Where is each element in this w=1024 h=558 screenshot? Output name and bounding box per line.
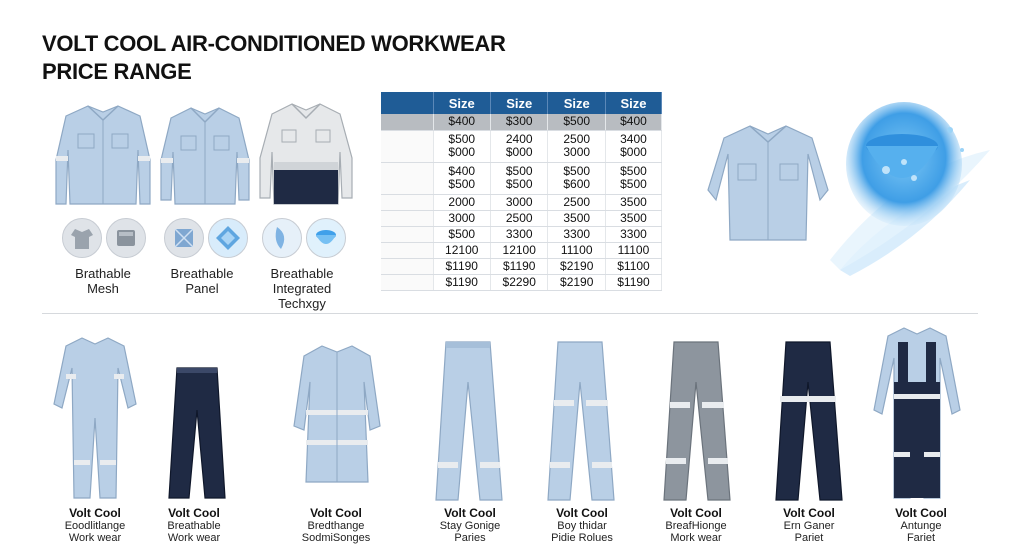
product-label: Volt Cool Antunge Fariet xyxy=(895,506,947,544)
table-row xyxy=(381,242,662,258)
table-cell: 3400 $000 xyxy=(605,130,661,162)
product-coverall-two-tone[interactable] xyxy=(862,322,972,502)
table-cell: 2000 xyxy=(433,194,490,210)
table-cell: $2290 xyxy=(490,274,547,290)
table-cell: 3300 xyxy=(605,226,661,242)
product-trousers-navy[interactable] xyxy=(754,322,864,502)
table-cell: $2190 xyxy=(548,258,605,274)
product-pants-navy[interactable] xyxy=(142,322,252,502)
trousers-illustration xyxy=(526,322,636,502)
table-header: Size xyxy=(605,92,661,114)
table-row-header xyxy=(381,258,433,274)
coat-illustration xyxy=(282,322,392,502)
coverall-illustration xyxy=(40,322,150,502)
product-coverall-light-blue[interactable] xyxy=(40,322,150,502)
table-cell: $400 xyxy=(433,114,490,130)
table-cell: $1100 xyxy=(605,258,661,274)
product-trousers-reflective[interactable] xyxy=(526,322,636,502)
trousers-illustration xyxy=(754,322,864,502)
table-cell: 11100 xyxy=(548,242,605,258)
table-row-header xyxy=(381,226,433,242)
table-row xyxy=(381,226,662,242)
product-shirt-two-tone[interactable] xyxy=(254,100,354,212)
title-line-2: PRICE RANGE xyxy=(42,59,192,84)
title-line-1: VOLT COOL AIR-CONDITIONED WORKWEAR xyxy=(42,31,506,56)
feature-label-mesh: Brathable Mesh xyxy=(75,266,131,296)
table-cell: 3000 xyxy=(490,194,547,210)
table-cell: 3300 xyxy=(490,226,547,242)
table-cell: 3500 xyxy=(548,210,605,226)
table-row-header xyxy=(381,210,433,226)
product-coat-light-blue[interactable] xyxy=(282,322,392,502)
trousers-illustration xyxy=(642,322,752,502)
table-header: Size xyxy=(548,92,605,114)
pants-illustration xyxy=(147,322,247,502)
shirt-illustration xyxy=(48,100,158,212)
table-header: Size xyxy=(490,92,547,114)
table-row xyxy=(381,258,662,274)
shirt-illustration xyxy=(254,100,358,212)
panel-fabric-icon xyxy=(164,218,204,258)
table-row-header xyxy=(381,162,433,194)
feature-label-tech: Breathable Integrated Techxgy xyxy=(270,266,334,311)
table-row-header xyxy=(381,130,433,162)
table-cell: 2500 3000 xyxy=(548,130,605,162)
table-cell: 11100 xyxy=(605,242,661,258)
table-row xyxy=(381,130,662,162)
product-label: Volt Cool Boy thidar Pidie Rolues xyxy=(551,506,613,544)
section-divider xyxy=(42,313,978,314)
table-cell: $400 $500 xyxy=(433,162,490,194)
product-trousers-gray[interactable] xyxy=(642,322,752,502)
table-row-header xyxy=(381,242,433,258)
table-cell: 12100 xyxy=(490,242,547,258)
table-row-header xyxy=(381,114,433,130)
table-header-row xyxy=(381,92,662,114)
trousers-illustration xyxy=(414,322,524,502)
air-crystal-icon xyxy=(208,218,248,258)
table-cell: 3300 xyxy=(548,226,605,242)
table-cell: 3500 xyxy=(605,210,661,226)
feature-icons-tech xyxy=(262,218,346,258)
table-cell: $400 xyxy=(605,114,661,130)
water-cooling-icon xyxy=(306,218,346,258)
table-cell: $1190 xyxy=(490,258,547,274)
product-shirt-reflective[interactable] xyxy=(155,100,255,212)
shirt-illustration xyxy=(155,100,255,212)
table-row xyxy=(381,210,662,226)
table-row xyxy=(381,274,662,290)
table-header-corner xyxy=(381,92,433,114)
pocket-detail-icon xyxy=(106,218,146,258)
cooling-fan-icon xyxy=(262,218,302,258)
table-cell: 3000 xyxy=(433,210,490,226)
feature-icons-panel xyxy=(164,218,248,258)
table-cell: $500 $500 xyxy=(490,162,547,194)
table-cell: $500 xyxy=(433,226,490,242)
table-row-header xyxy=(381,194,433,210)
table-cell: $1190 xyxy=(433,258,490,274)
hero-shirt-splash xyxy=(690,90,990,280)
product-label: Volt Cool Ern Ganer Pariet xyxy=(783,506,835,544)
table-cell: 3500 xyxy=(605,194,661,210)
table-row-header xyxy=(381,274,433,290)
table-cell: 2500 xyxy=(490,210,547,226)
product-label: Volt Cool Breathable Work wear xyxy=(167,506,221,544)
table-row xyxy=(381,194,662,210)
table-cell: $500 $500 xyxy=(605,162,661,194)
table-row xyxy=(381,162,662,194)
table-header: Size xyxy=(433,92,490,114)
feature-icons-mesh xyxy=(62,218,146,258)
table-cell: $300 xyxy=(490,114,547,130)
table-row xyxy=(381,114,662,130)
product-trousers-light-blue[interactable] xyxy=(414,322,524,502)
table-cell: 12100 xyxy=(433,242,490,258)
product-label: Volt Cool BreafHionge Mork wear xyxy=(665,506,727,544)
table-cell: 2500 xyxy=(548,194,605,210)
coverall-illustration xyxy=(862,322,972,502)
feature-label-panel: Breathable Panel xyxy=(170,266,234,296)
hero-illustration xyxy=(690,90,990,280)
product-shirt-light-blue[interactable] xyxy=(48,100,148,212)
product-label: Volt Cool Stay Gonige Paries xyxy=(439,506,501,544)
product-label: Volt Cool Eoodlitlange Work wear xyxy=(64,506,126,544)
table-cell: $500 $000 xyxy=(433,130,490,162)
table-cell: 2400 $000 xyxy=(490,130,547,162)
page-title xyxy=(42,30,602,86)
table-cell: $2190 xyxy=(548,274,605,290)
table-body xyxy=(381,114,662,290)
mesh-shirt-icon xyxy=(62,218,102,258)
table-cell: $1190 xyxy=(605,274,661,290)
table-cell: $1190 xyxy=(433,274,490,290)
table-cell: $500 $600 xyxy=(548,162,605,194)
price-table xyxy=(381,92,662,291)
product-label: Volt Cool Bredthange SodmiSonges xyxy=(301,506,371,544)
table-cell: $500 xyxy=(548,114,605,130)
